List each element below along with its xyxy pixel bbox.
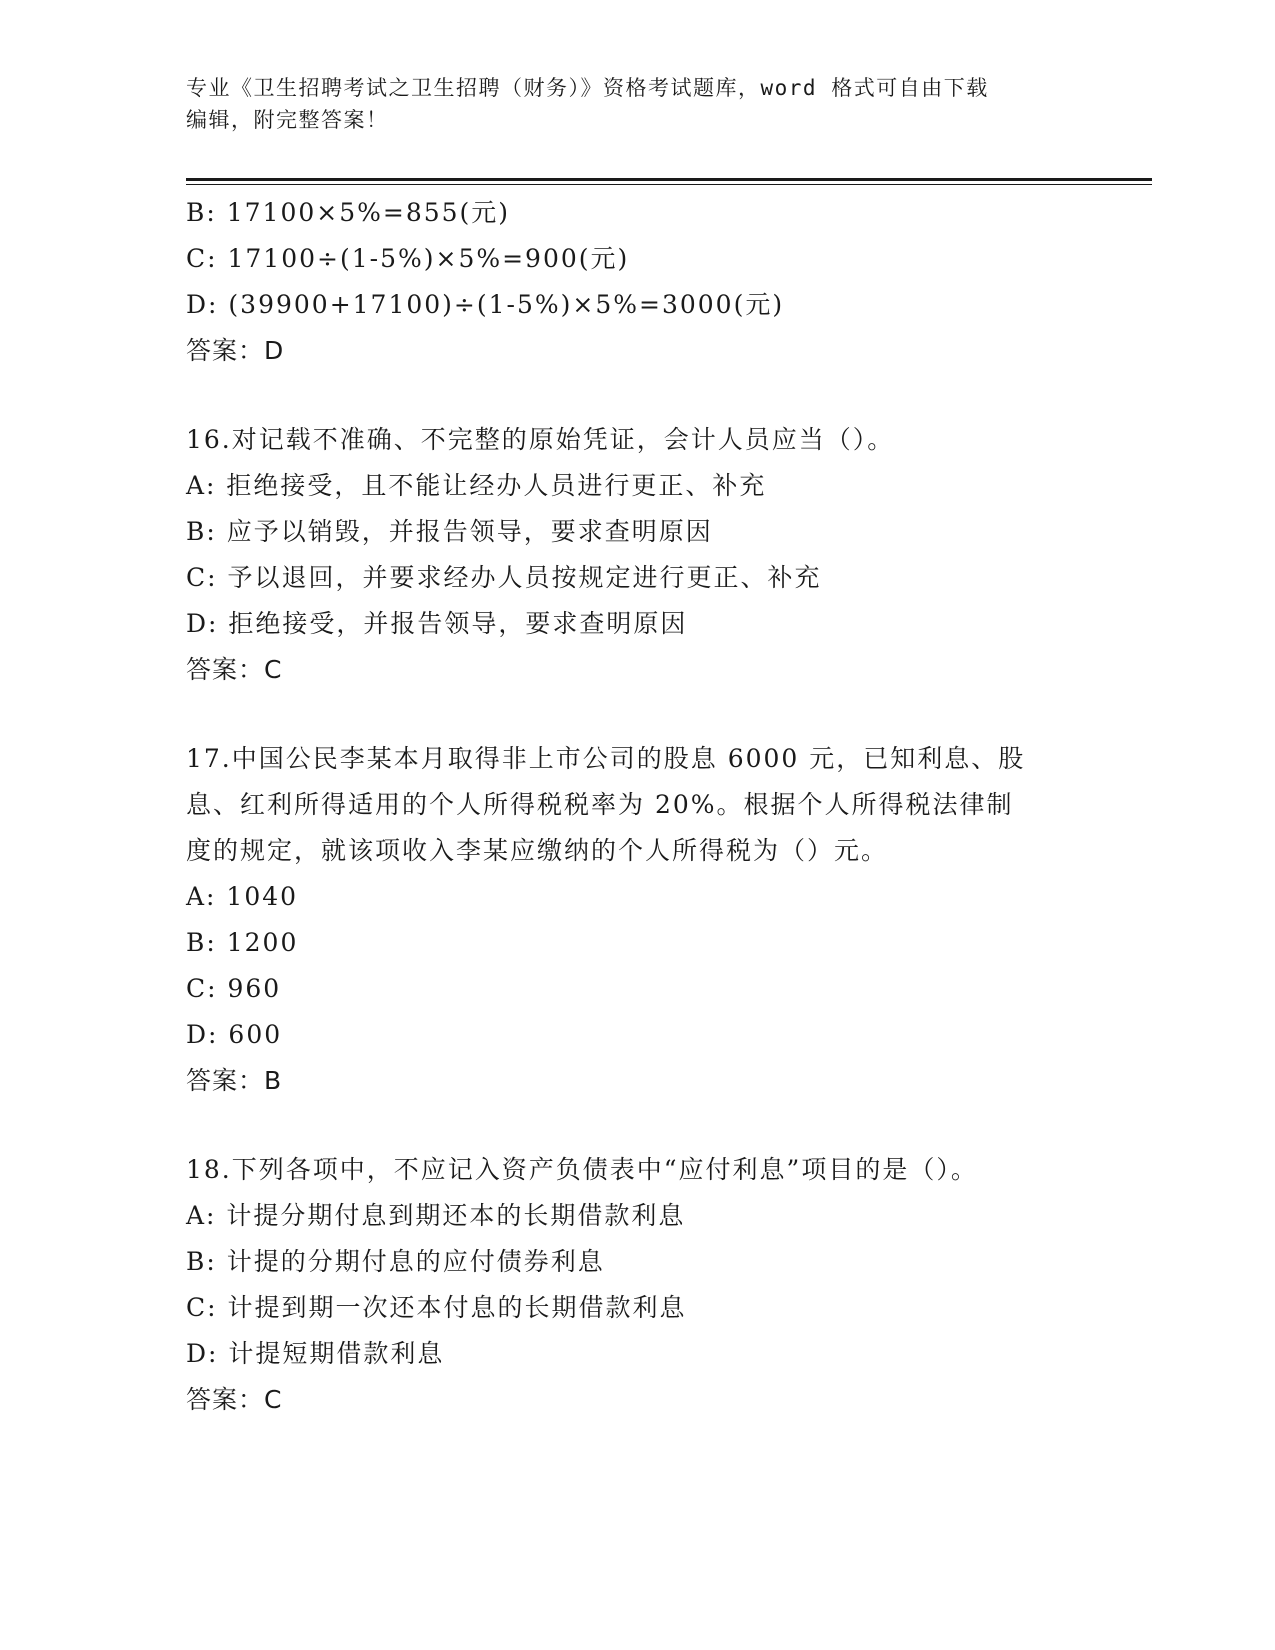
question-18	[186, 1147, 1086, 1423]
option-a: A: 1040	[186, 882, 299, 911]
answer-label: 答案：C	[186, 655, 283, 684]
option-c: C: 予以退回，并要求经办人员按规定进行更正、补充	[186, 563, 822, 592]
question-content	[186, 190, 1086, 1423]
header-line-2: 编辑，附完整答案！	[186, 108, 389, 132]
spacer	[186, 1104, 1086, 1147]
answer-label: 答案：D	[186, 336, 285, 365]
answer-label: 答案：C	[186, 1385, 283, 1414]
spacer	[186, 374, 1086, 417]
document-header	[186, 72, 1086, 136]
question-15	[186, 190, 1086, 374]
option-d: D: (39900+17100)÷(1-5%)×5%=3000(元)	[186, 290, 785, 319]
option-d: D: 计提短期借款利息	[186, 1339, 445, 1368]
question-text: 18.下列各项中，不应记入资产负债表中“应付利息”项目的是（）。	[186, 1155, 978, 1184]
spacer	[186, 693, 1086, 736]
question-17	[186, 736, 1086, 1104]
question-text-line-3: 度的规定，就该项收入李某应缴纳的个人所得税为（）元。	[186, 836, 889, 865]
option-c: C: 17100÷(1-5%)×5%=900(元)	[186, 244, 630, 273]
question-text: 16.对记载不准确、不完整的原始凭证，会计人员应当（）。	[186, 425, 895, 454]
option-d: D: 拒绝接受，并报告领导，要求查明原因	[186, 609, 688, 638]
option-b: B: 17100×5%=855(元)	[186, 198, 511, 227]
option-b: B: 应予以销毁，并报告领导，要求查明原因	[186, 517, 713, 546]
header-rule-thin	[186, 184, 1152, 185]
question-text-line-2: 息、红利所得适用的个人所得税税率为 20%。根据个人所得税法律制	[186, 790, 1014, 819]
option-b: B: 1200	[186, 928, 299, 957]
answer-label: 答案：B	[186, 1066, 283, 1095]
question-16	[186, 417, 1086, 693]
option-c: C: 计提到期一次还本付息的长期借款利息	[186, 1293, 687, 1322]
option-a: A: 计提分期付息到期还本的长期借款利息	[186, 1201, 686, 1230]
option-b: B: 计提的分期付息的应付债券利息	[186, 1247, 605, 1276]
option-a: A: 拒绝接受，且不能让经办人员进行更正、补充	[186, 471, 767, 500]
header-rule-thick	[186, 178, 1152, 181]
question-text-line-1: 17.中国公民李某本月取得非上市公司的股息 6000 元，已知利息、股	[186, 744, 1026, 773]
header-line-1: 专业《卫生招聘考试之卫生招聘（财务）》资格考试题库，word 格式可自由下载	[186, 76, 989, 100]
option-c: C: 960	[186, 974, 282, 1003]
option-d: D: 600	[186, 1020, 283, 1049]
